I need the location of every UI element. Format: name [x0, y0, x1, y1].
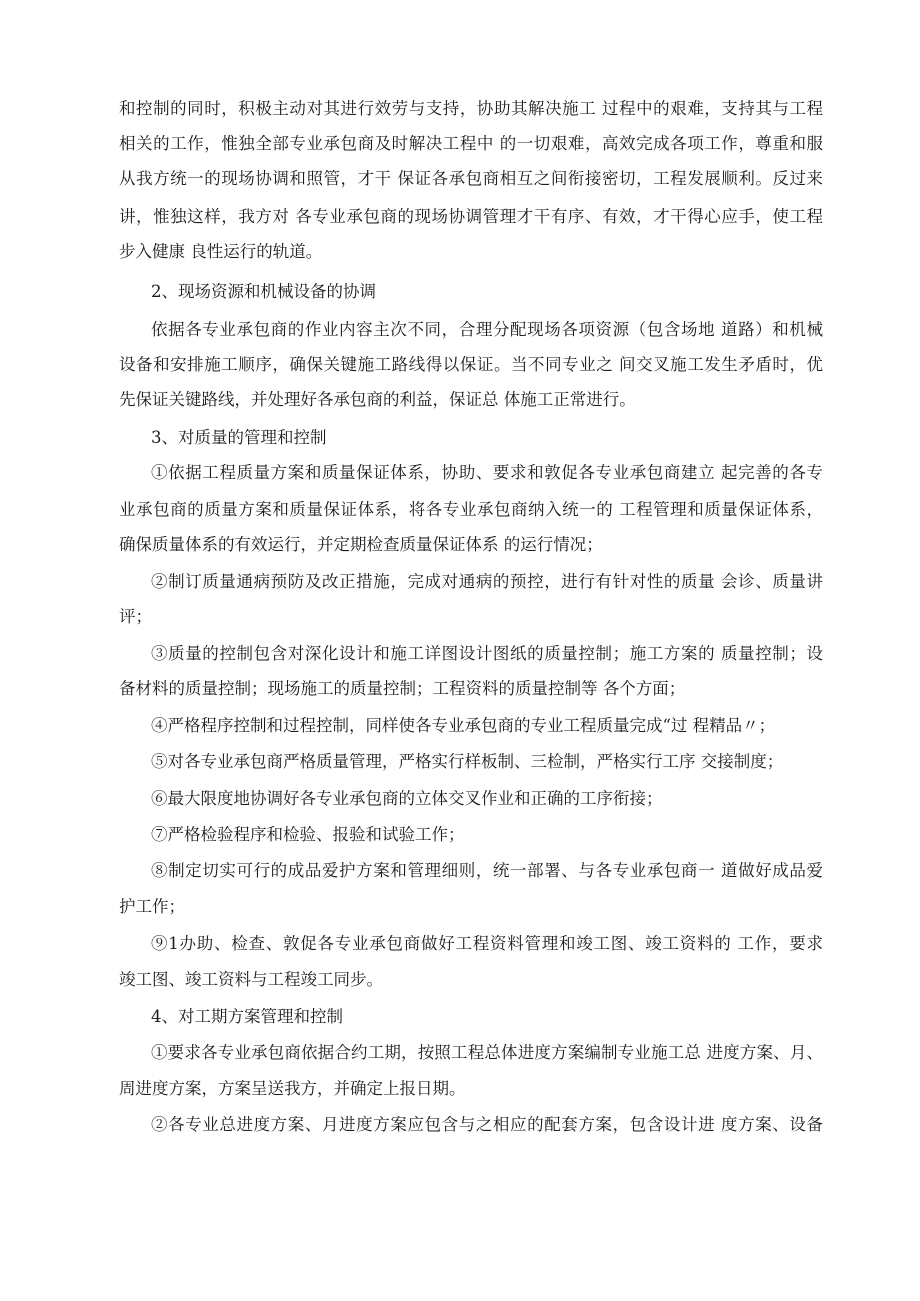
paragraph-line: 确保质量体系的有效运行，并定期检查质量保证体系 的运行情况；: [119, 535, 603, 554]
section-heading: 2、现场资源和机械设备的协调: [151, 282, 376, 301]
paragraph-line: ①要求各专业承包商依据合约工期，按照工程总体进度方案编制专业施工总 进度方案、月、: [151, 1043, 823, 1062]
paragraph-line: 评；: [119, 607, 152, 626]
paragraph-line: 讲，惟独这样，我方对 各专业承包商的现场协调管理才干有序、有效，才干得心应手，使工程: [119, 207, 823, 226]
paragraph-line: ②制订质量通病预防及改正措施，完成对通病的预控，进行有针对性的质量 会诊、质量讲: [151, 572, 823, 591]
paragraph-line: ③质量的控制包含对深化设计和施工详图设计图纸的质量控制；施工方案的 质量控制；设: [151, 644, 823, 663]
paragraph-line: 从我方统一的现场协调和照管，才干 保证各承包商相互之间衔接密切，工程发展顺利。反过来: [119, 169, 823, 188]
paragraph-line: 业承包商的质量方案和质量保证体系，将各专业承包商纳入统一的 工程管理和质量保证体系，: [119, 500, 823, 519]
paragraph-line: 相关的工作，惟独全部专业承包商及时解决工程中 的一切艰难，高效完成各项工作，尊重和服: [119, 134, 823, 153]
list-item: ⑥最大限度地协调好各专业承包商的立体交叉作业和正确的工序衔接；: [151, 789, 663, 808]
section-heading: 4、对工期方案管理和控制: [151, 1007, 343, 1026]
paragraph-line: 步入健康 良性运行的轨道。: [119, 242, 323, 261]
paragraph-line: 先保证关键路线，并处理好各承包商的利益，保证总 体施工正常进行。: [119, 390, 636, 409]
list-item: ④严格程序控制和过程控制，同样使各专业承包商的专业工程质量完成“过 程精品〃；: [151, 716, 776, 735]
paragraph-line: 依据各专业承包商的作业内容主次不同，合理分配现场各项资源（包含场地 道路）和机械: [151, 320, 823, 339]
paragraph-line: 设备和安排施工顺序，确保关键施工路线得以保证。当不同专业之 间交叉施工发生矛盾时，优: [119, 355, 823, 374]
paragraph-line: ②各专业总进度方案、月进度方案应包含与之相应的配套方案，包含设计进 度方案、设备: [151, 1115, 823, 1134]
paragraph-line: ①依据工程质量方案和质量保证体系，协助、要求和敦促各专业承包商建立 起完善的各专: [151, 463, 823, 482]
list-item: ⑤对各专业承包商严格质量管理，严格实行样板制、三检制，严格实行工序 交接制度；: [151, 752, 784, 771]
paragraph-line: 竣工图、竣工资料与工程竣工同步。: [119, 970, 383, 989]
paragraph-line: 周进度方案，方案呈送我方，并确定上报日期。: [119, 1079, 466, 1098]
paragraph-line: ⑧制定切实可行的成品爱护方案和管理细则，统一部署、与各专业承包商一 道做好成品爱: [151, 861, 823, 880]
paragraph-line: 护工作；: [119, 897, 185, 916]
paragraph-line: ⑨1办助、检查、敦促各专业承包商做好工程资料管理和竣工图、竣工资料的 工作，要求: [151, 934, 823, 953]
paragraph-line: 备材料的质量控制；现场施工的质量控制；工程资料的质量控制等 各个方面；: [119, 679, 686, 698]
list-item: ⑦严格检验程序和检验、报验和试验工作；: [151, 825, 465, 844]
section-heading: 3、对质量的管理和控制: [151, 428, 327, 447]
paragraph-line: 和控制的同时，积极主动对其进行效劳与支持，协助其解决施工 过程中的艰难，支持其与工程: [119, 99, 823, 118]
